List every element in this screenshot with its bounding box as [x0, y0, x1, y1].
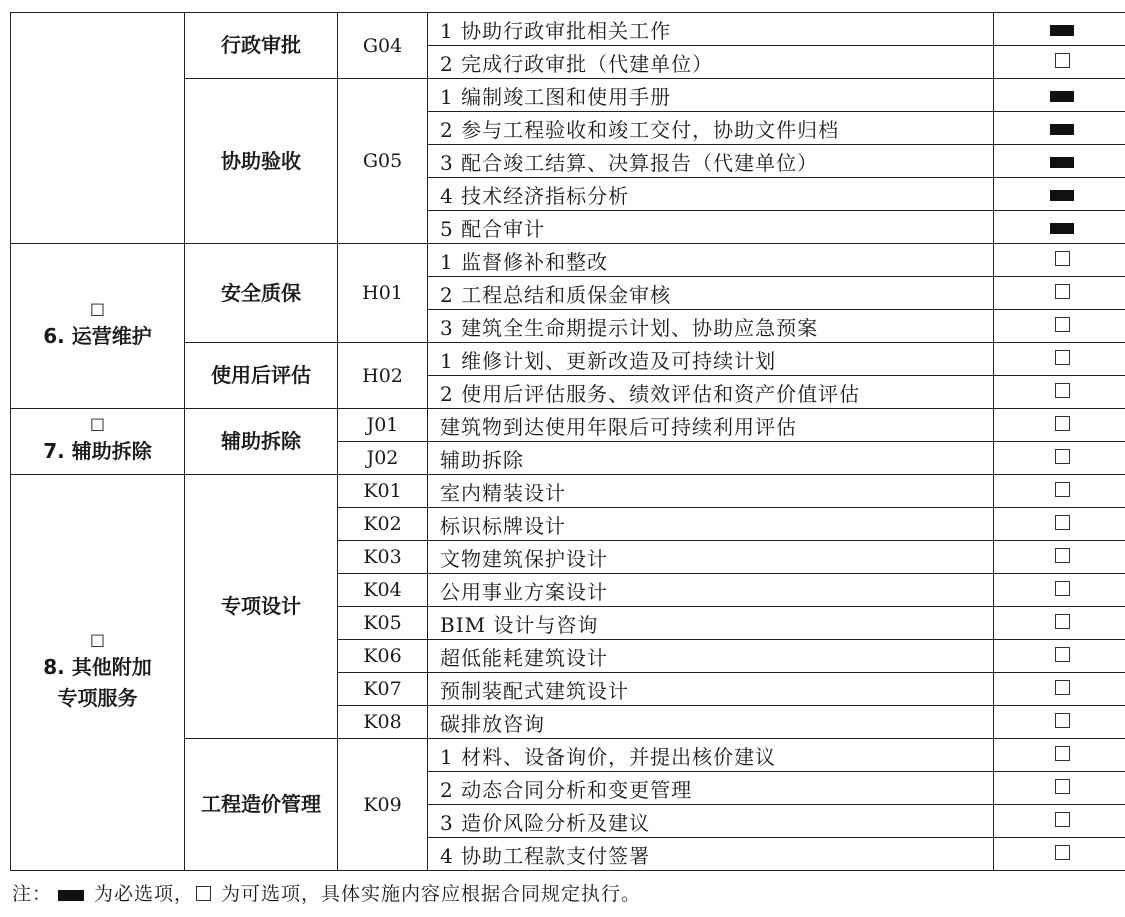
mark-cell — [994, 310, 1125, 343]
category-cell: 专项设计 — [185, 475, 338, 739]
item-cell: 建筑物到达使用年限后可持续利用评估 — [428, 409, 994, 442]
service-scope-table — [10, 12, 1125, 871]
mark-cell — [994, 376, 1125, 409]
item-cell: 5 配合审计 — [428, 211, 994, 244]
code-cell: J01 — [338, 409, 428, 442]
item-cell: 标识标牌设计 — [428, 508, 994, 541]
code-cell: K01 — [338, 475, 428, 508]
item-cell: 1 编制竣工图和使用手册 — [428, 79, 994, 112]
item-cell: 2 完成行政审批（代建单位） — [428, 46, 994, 79]
item-cell: BIM 设计与咨询 — [428, 607, 994, 640]
mark-cell — [994, 343, 1125, 376]
mark-cell — [994, 409, 1125, 442]
optional-mark-icon — [1055, 416, 1070, 431]
mark-cell — [994, 277, 1125, 310]
note-optional-text: 为可选项，具体实施内容应根据合同规定执行。 — [221, 883, 642, 905]
optional-mark-icon — [1055, 812, 1070, 827]
required-mark-icon — [1050, 124, 1074, 135]
code-cell: K02 — [338, 508, 428, 541]
category-cell: 行政审批 — [185, 13, 338, 79]
item-cell: 1 材料、设备询价，并提出核价建议 — [428, 739, 994, 772]
mark-cell — [994, 805, 1125, 838]
item-cell: 3 配合竣工结算、决算报告（代建单位） — [428, 145, 994, 178]
code-cell: K05 — [338, 607, 428, 640]
mark-cell — [994, 475, 1125, 508]
item-cell: 碳排放咨询 — [428, 706, 994, 739]
code-cell: K04 — [338, 574, 428, 607]
category-cell: 辅助拆除 — [185, 409, 338, 475]
optional-mark-icon — [1055, 317, 1070, 332]
category-cell: 协助验收 — [185, 79, 338, 244]
code-cell: J02 — [338, 442, 428, 475]
optional-mark-icon — [1055, 284, 1070, 299]
item-cell: 2 工程总结和质保金审核 — [428, 277, 994, 310]
optional-mark-icon — [1055, 581, 1070, 596]
mark-cell — [994, 640, 1125, 673]
required-mark-icon — [1050, 190, 1074, 201]
mark-cell — [994, 79, 1125, 112]
item-cell: 2 动态合同分析和变更管理 — [428, 772, 994, 805]
code-cell: G05 — [338, 79, 428, 244]
code-cell: G04 — [338, 13, 428, 79]
phase-cell-8 — [11, 475, 185, 871]
mark-cell — [994, 244, 1125, 277]
item-cell: 4 协助工程款支付签署 — [428, 838, 994, 871]
optional-mark-icon — [1055, 482, 1070, 497]
mark-cell — [994, 211, 1125, 244]
phase-cell-7 — [11, 409, 185, 475]
phase-cell-6 — [11, 244, 185, 409]
table-row — [11, 409, 1125, 442]
item-cell: 辅助拆除 — [428, 442, 994, 475]
item-cell: 超低能耗建筑设计 — [428, 640, 994, 673]
optional-mark-icon — [1055, 713, 1070, 728]
note-required-text: 为必选项， — [94, 883, 195, 905]
optional-mark-icon — [1055, 746, 1070, 761]
code-cell: K09 — [338, 739, 428, 871]
optional-mark-icon — [1055, 779, 1070, 794]
optional-mark-icon — [196, 886, 211, 901]
item-cell: 文物建筑保护设计 — [428, 541, 994, 574]
optional-mark-icon — [1055, 383, 1070, 398]
mark-cell — [994, 13, 1125, 46]
mark-cell — [994, 46, 1125, 79]
phase-label: 8. 其他附加专项服务 — [43, 654, 152, 710]
item-cell: 4 技术经济指标分析 — [428, 178, 994, 211]
phase-checkbox-icon: ☐ — [89, 300, 106, 321]
phase-checkbox-icon: ☐ — [89, 416, 106, 436]
item-cell: 2 参与工程验收和竣工交付，协助文件归档 — [428, 112, 994, 145]
code-cell: H01 — [338, 244, 428, 343]
mark-cell — [994, 673, 1125, 706]
table-row — [11, 13, 1125, 46]
code-cell: K06 — [338, 640, 428, 673]
mark-cell — [994, 178, 1125, 211]
mark-cell — [994, 112, 1125, 145]
note-prefix: 注： — [12, 883, 53, 905]
required-mark-icon — [58, 890, 84, 901]
item-cell: 2 使用后评估服务、绩效评估和资产价值评估 — [428, 376, 994, 409]
item-cell: 3 造价风险分析及建议 — [428, 805, 994, 838]
code-cell: H02 — [338, 343, 428, 409]
code-cell: K08 — [338, 706, 428, 739]
required-mark-icon — [1050, 91, 1074, 102]
phase-cell-blank — [11, 13, 185, 244]
optional-mark-icon — [1055, 350, 1070, 365]
footnote — [12, 879, 641, 906]
optional-mark-icon — [1055, 515, 1070, 530]
mark-cell — [994, 145, 1125, 178]
code-cell: K03 — [338, 541, 428, 574]
table-row — [11, 244, 1125, 277]
mark-cell — [994, 574, 1125, 607]
code-cell: K07 — [338, 673, 428, 706]
optional-mark-icon — [1055, 548, 1070, 563]
mark-cell — [994, 508, 1125, 541]
item-cell: 3 建筑全生命期提示计划、协助应急预案 — [428, 310, 994, 343]
optional-mark-icon — [1055, 614, 1070, 629]
mark-cell — [994, 706, 1125, 739]
mark-cell — [994, 739, 1125, 772]
required-mark-icon — [1050, 223, 1074, 234]
optional-mark-icon — [1055, 647, 1070, 662]
item-cell: 公用事业方案设计 — [428, 574, 994, 607]
mark-cell — [994, 607, 1125, 640]
required-mark-icon — [1050, 157, 1074, 168]
mark-cell — [994, 772, 1125, 805]
mark-cell — [994, 442, 1125, 475]
category-cell — [185, 739, 338, 871]
optional-mark-icon — [1055, 680, 1070, 695]
item-cell: 1 监督修补和整改 — [428, 244, 994, 277]
category-cell: 安全质保 — [185, 244, 338, 343]
optional-mark-icon — [1055, 449, 1070, 464]
mark-cell — [994, 838, 1125, 871]
phase-label: 7. 辅助拆除 — [43, 439, 152, 463]
phase-checkbox-icon: ☐ — [89, 631, 106, 652]
item-cell: 预制装配式建筑设计 — [428, 673, 994, 706]
item-cell: 室内精装设计 — [428, 475, 994, 508]
required-mark-icon — [1050, 25, 1074, 36]
mark-cell — [994, 541, 1125, 574]
table-row — [11, 475, 1125, 508]
item-cell: 1 维修计划、更新改造及可持续计划 — [428, 343, 994, 376]
optional-mark-icon — [1055, 251, 1070, 266]
phase-label: 6. 运营维护 — [43, 323, 152, 348]
category-label: 工程造价管理 — [201, 792, 321, 816]
item-cell: 1 协助行政审批相关工作 — [428, 13, 994, 46]
optional-mark-icon — [1055, 845, 1070, 860]
category-cell: 使用后评估 — [185, 343, 338, 409]
optional-mark-icon — [1055, 53, 1070, 68]
